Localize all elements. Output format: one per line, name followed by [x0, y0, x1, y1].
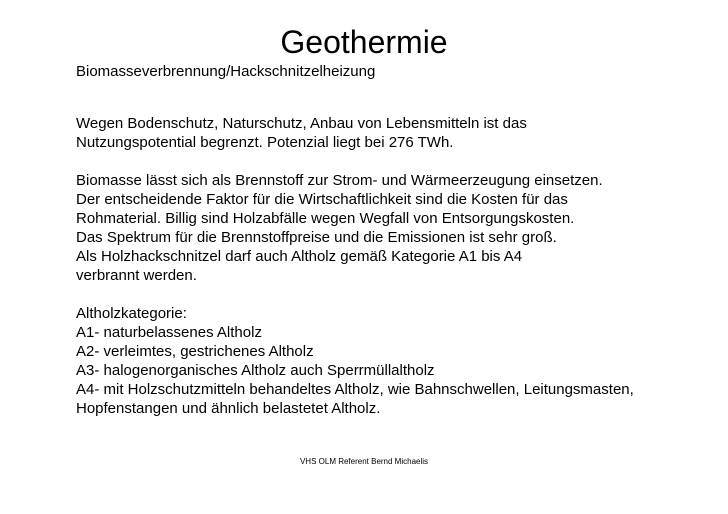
text-line: Rohmaterial. Billig sind Holzabfälle wegen Wegfall von Entsorgungskosten.	[76, 210, 575, 227]
category-item: A2- verleimtes, gestrichenes Altholz	[76, 343, 314, 360]
text-line: Biomasse lässt sich als Brennstoff zur Strom- und Wärmeerzeugung einsetzen.	[76, 172, 603, 189]
text-line: Das Spektrum für die Brennstoffpreise und die Emissionen ist sehr groß.	[76, 229, 557, 246]
category-item: A4- mit Holzschutzmitteln behandeltes Altholz, wie Bahnschwellen, Leitungsmasten,	[76, 381, 634, 398]
category-heading: Altholzkategorie:	[76, 305, 187, 322]
category-item: Hopfenstangen und ähnlich belastetet Altholz.	[76, 400, 381, 417]
slide-subtitle: Biomasseverbrennung/Hackschnitzelheizung	[76, 63, 376, 80]
paragraph-potential	[76, 114, 716, 152]
slide-footer: VHS OLM Referent Bernd Michaelis	[299, 457, 429, 466]
paragraph-altholz-categories	[76, 304, 716, 418]
text-line: Nutzungspotential begrenzt. Potenzial liegt bei 276 TWh.	[76, 134, 454, 151]
category-item: A1- naturbelassenes Altholz	[76, 324, 262, 341]
slide-body	[76, 114, 716, 437]
text-line: Als Holzhackschnitzel darf auch Altholz gemäß Kategorie A1 bis A4	[76, 248, 523, 265]
text-line: verbrannt werden.	[76, 267, 197, 284]
slide-title: Geothermie	[280, 24, 448, 60]
text-line: Der entscheidende Faktor für die Wirtschaftlichkeit sind die Kosten für das	[76, 191, 568, 208]
paragraph-biomass	[76, 171, 716, 285]
category-item: A3- halogenorganisches Altholz auch Sperrmüllaltholz	[76, 362, 435, 379]
text-line: Wegen Bodenschutz, Naturschutz, Anbau von Lebensmitteln ist das	[76, 115, 527, 132]
